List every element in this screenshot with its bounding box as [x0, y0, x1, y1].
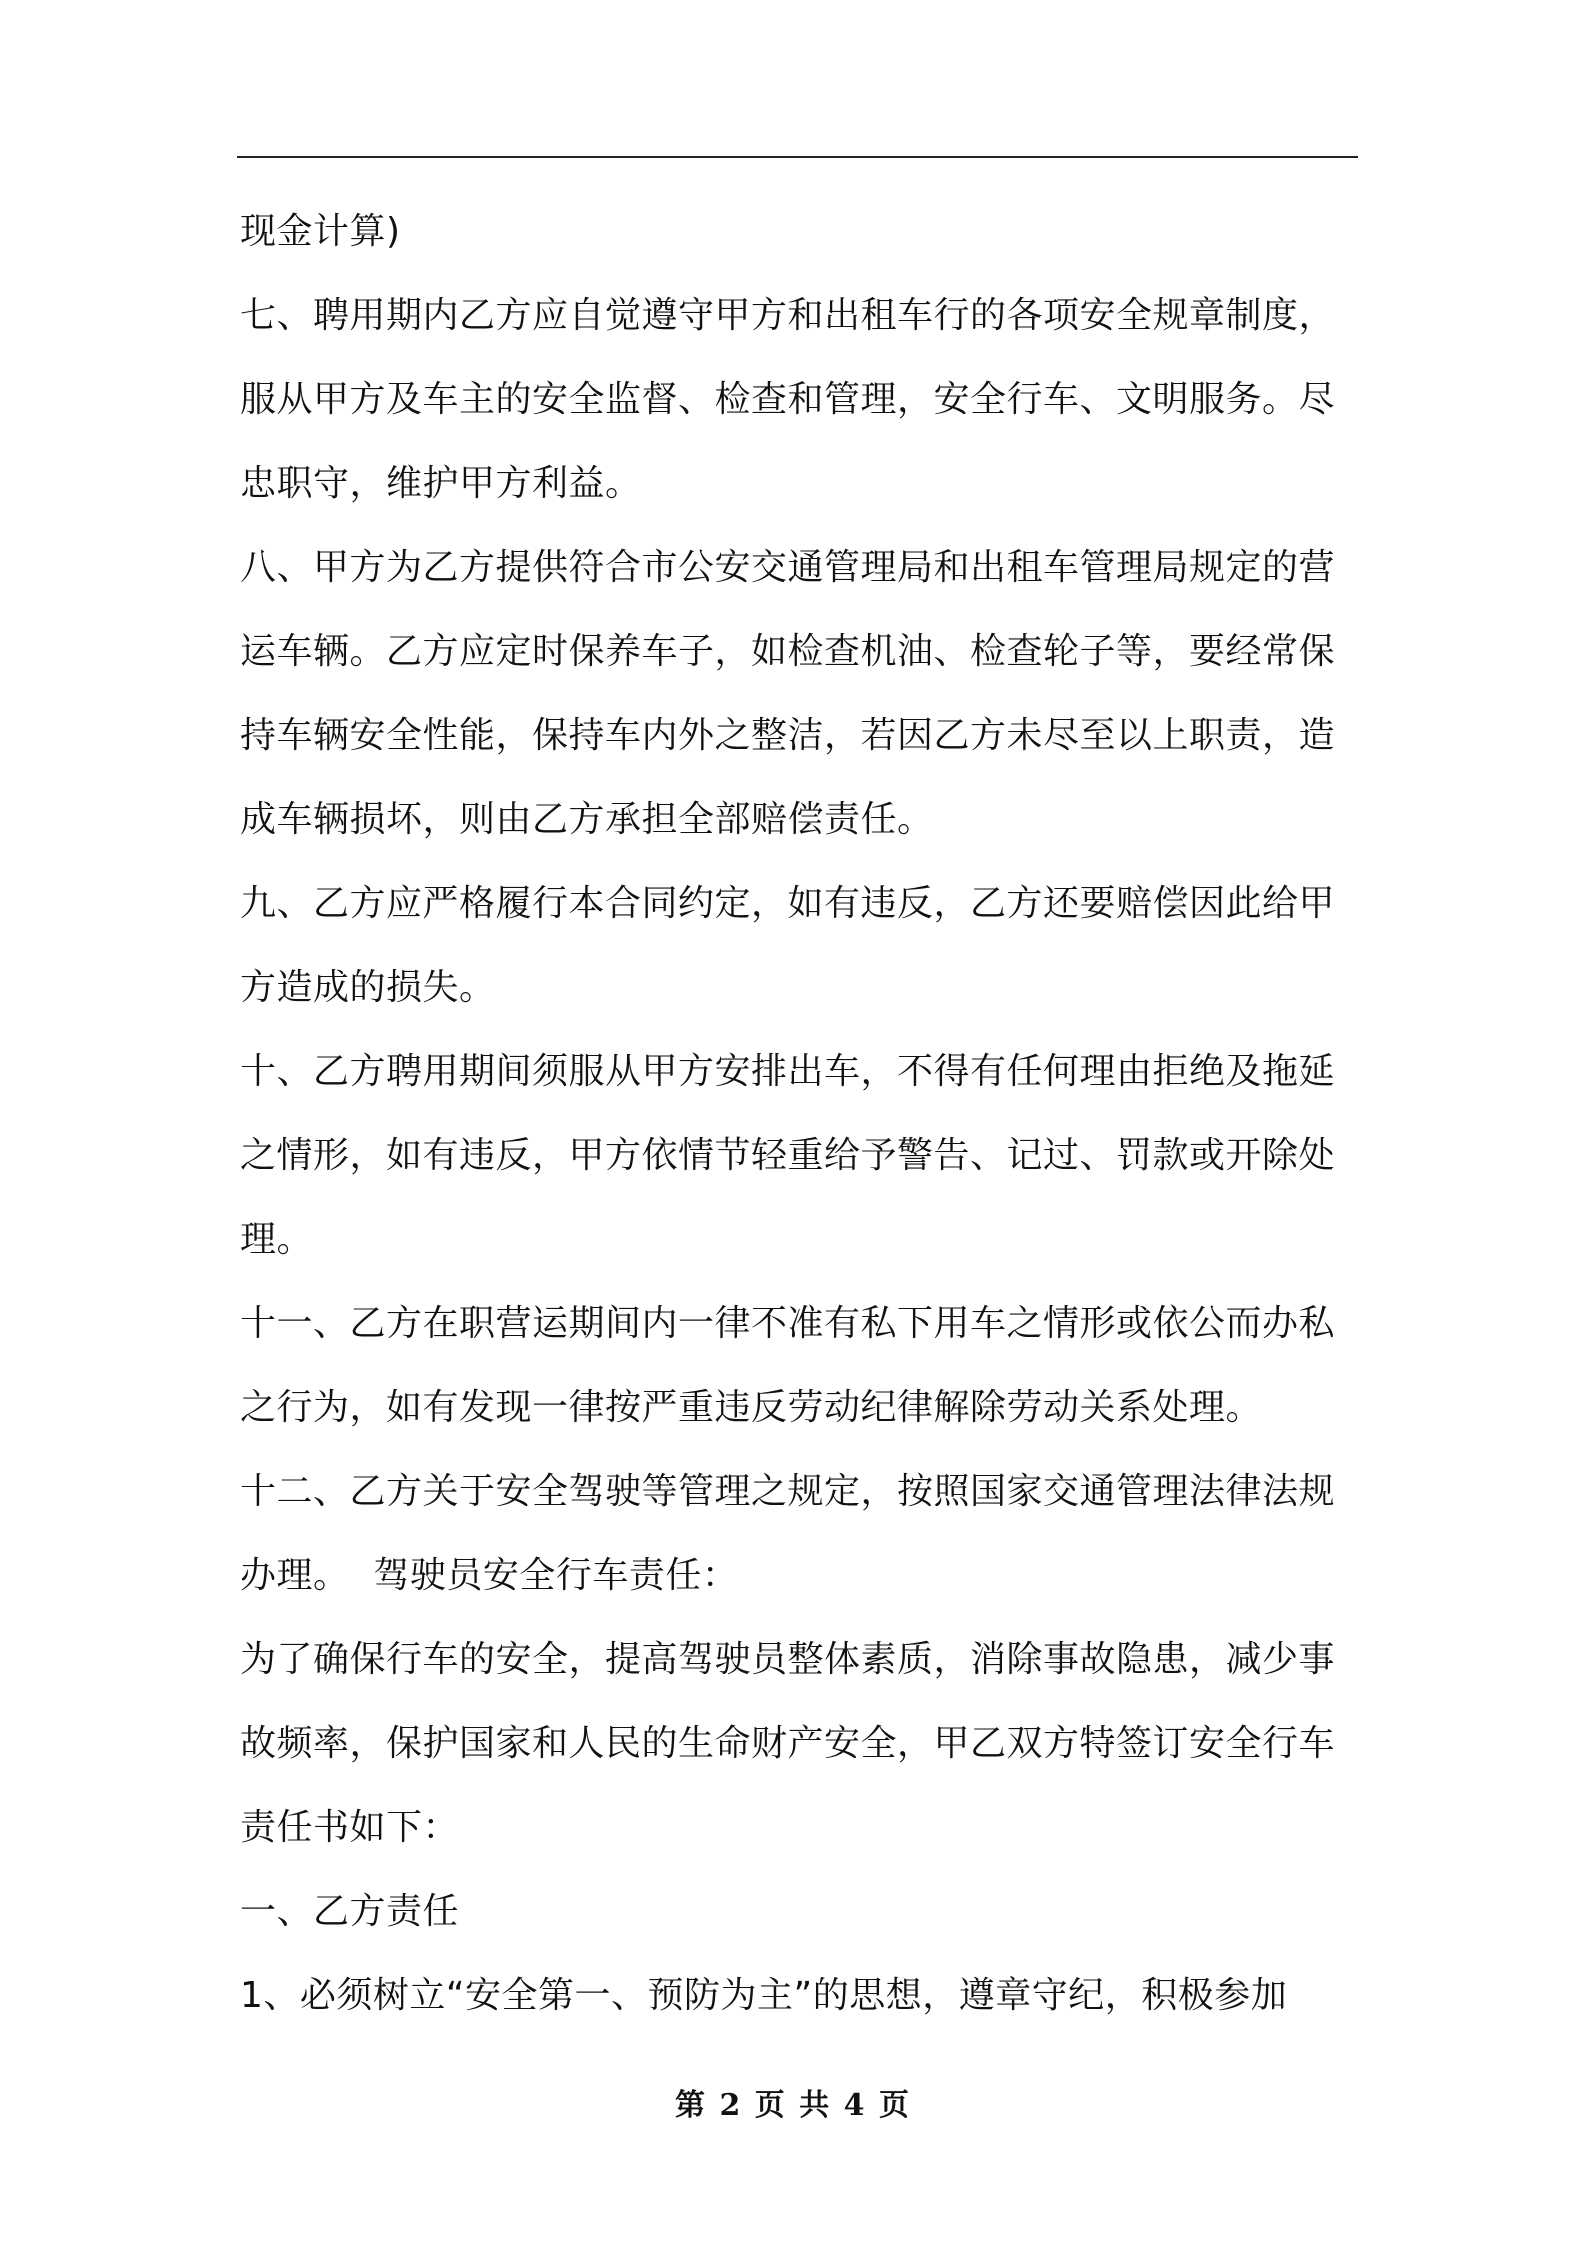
text-line: 忠职守，维护甲方利益。 — [240, 463, 642, 504]
text-line: 持车辆安全性能，保持车内外之整洁，若因乙方未尽至以上职责，造 — [240, 715, 1336, 756]
text-line: 之行为，如有发现一律按严重违反劳动纪律解除劳动关系处理。 — [240, 1387, 1263, 1428]
text-line: 服从甲方及车主的安全监督、检查和管理，安全行车、文明服务。尽 — [240, 379, 1336, 420]
text-line: 十二、乙方关于安全驾驶等管理之规定，按照国家交通管理法律法规 — [240, 1471, 1336, 1512]
text-line: 成车辆损坏，则由乙方承担全部赔偿责任。 — [240, 799, 934, 840]
text-line: 责任书如下： — [240, 1807, 460, 1848]
text-line: 一、乙方责任 — [240, 1891, 460, 1932]
text-line: 现金计算) — [240, 211, 401, 252]
text-line: 七、聘用期内乙方应自觉遵守甲方和出租车行的各项安全规章制度， — [240, 295, 1336, 336]
header-rule — [237, 156, 1358, 158]
text-line: 运车辆。乙方应定时保养车子，如检查机油、检查轮子等，要经常保 — [240, 631, 1336, 672]
text-line: 办理。 驾驶员安全行车责任： — [240, 1555, 739, 1596]
page-number: 第 2 页 共 4 页 — [675, 2088, 911, 2123]
text-line: 八、甲方为乙方提供符合市公安交通管理局和出租车管理局规定的营 — [240, 547, 1336, 588]
text-line: 十一、乙方在职营运期间内一律不准有私下用车之情形或依公而办私 — [240, 1303, 1336, 1344]
text-line: 为了确保行车的安全，提高驾驶员整体素质，消除事故隐患，减少事 — [240, 1639, 1336, 1680]
text-line: 理。 — [240, 1219, 314, 1260]
text-line: 方造成的损失。 — [240, 967, 496, 1008]
text-line: 故频率，保护国家和人民的生命财产安全，甲乙双方特签订安全行车 — [240, 1723, 1336, 1764]
text-line: 之情形，如有违反，甲方依情节轻重给予警告、记过、罚款或开除处 — [240, 1135, 1336, 1176]
text-line: 九、乙方应严格履行本合同约定，如有违反，乙方还要赔偿因此给甲 — [240, 883, 1336, 924]
text-line: 十、乙方聘用期间须服从甲方安排出车，不得有任何理由拒绝及拖延 — [240, 1051, 1336, 1092]
text-line: 1、必须树立“安全第一、预防为主”的思想，遵章守纪，积极参加 — [240, 1975, 1288, 2016]
document-body — [240, 190, 1360, 2038]
